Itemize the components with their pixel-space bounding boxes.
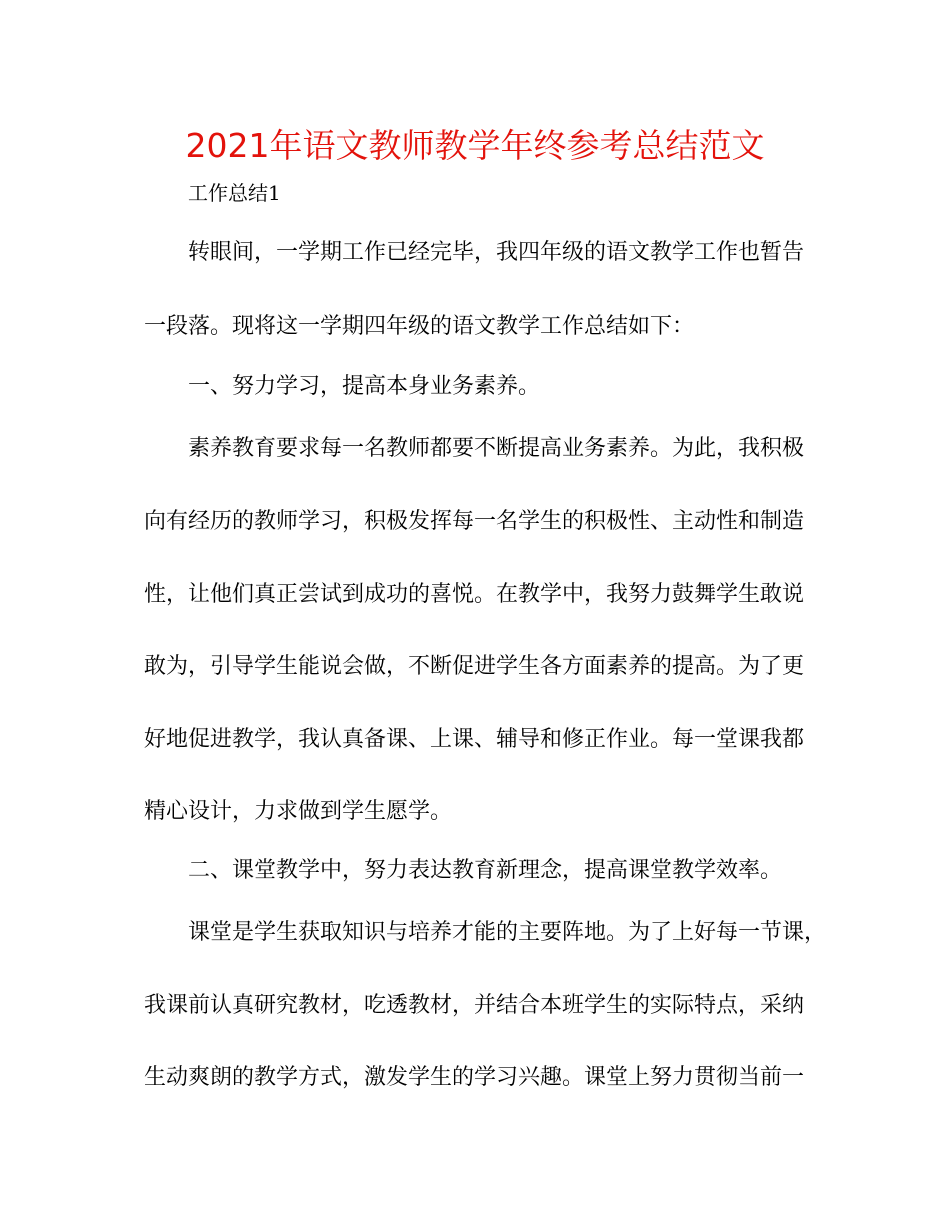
document-title: 2021年语文教师教学年终参考总结范文	[185, 126, 765, 165]
paragraph-line: 课堂是学生获取知识与培养才能的主要阵地。为了上好每一节课，	[188, 920, 827, 945]
section-label: 工作总结1	[188, 181, 281, 205]
paragraph-line: 好地促进教学，我认真备课、上课、辅导和修正作业。每一堂课我都	[144, 727, 805, 752]
paragraph-line: 我课前认真研究教材，吃透教材，并结合本班学生的实际特点，采纳	[144, 993, 805, 1018]
section-heading: 一、努力学习，提高本身业务素养。	[188, 374, 541, 399]
paragraph-line: 敢为，引导学生能说会做，不断促进学生各方面素养的提高。为了更	[144, 654, 805, 679]
paragraph-line: 生动爽朗的教学方式，激发学生的学习兴趣。课堂上努力贯彻当前一	[144, 1065, 805, 1090]
paragraph-line: 精心设计，力求做到学生愿学。	[144, 799, 453, 824]
paragraph-line: 向有经历的教师学习，积极发挥每一名学生的积极性、主动性和制造	[144, 509, 805, 534]
section-heading: 二、课堂教学中，努力表达教育新理念，提高课堂教学效率。	[188, 858, 783, 883]
paragraph-line: 一段落。现将这一学期四年级的语文教学工作总结如下：	[144, 314, 695, 339]
paragraph-line: 性，让他们真正尝试到成功的喜悦。在教学中，我努力鼓舞学生敢说	[144, 582, 805, 607]
paragraph-line: 素养教育要求每一名教师都要不断提高业务素养。为此，我积极	[188, 436, 805, 461]
paragraph-line: 转眼间，一学期工作已经完毕，我四年级的语文教学工作也暂告	[188, 240, 805, 265]
